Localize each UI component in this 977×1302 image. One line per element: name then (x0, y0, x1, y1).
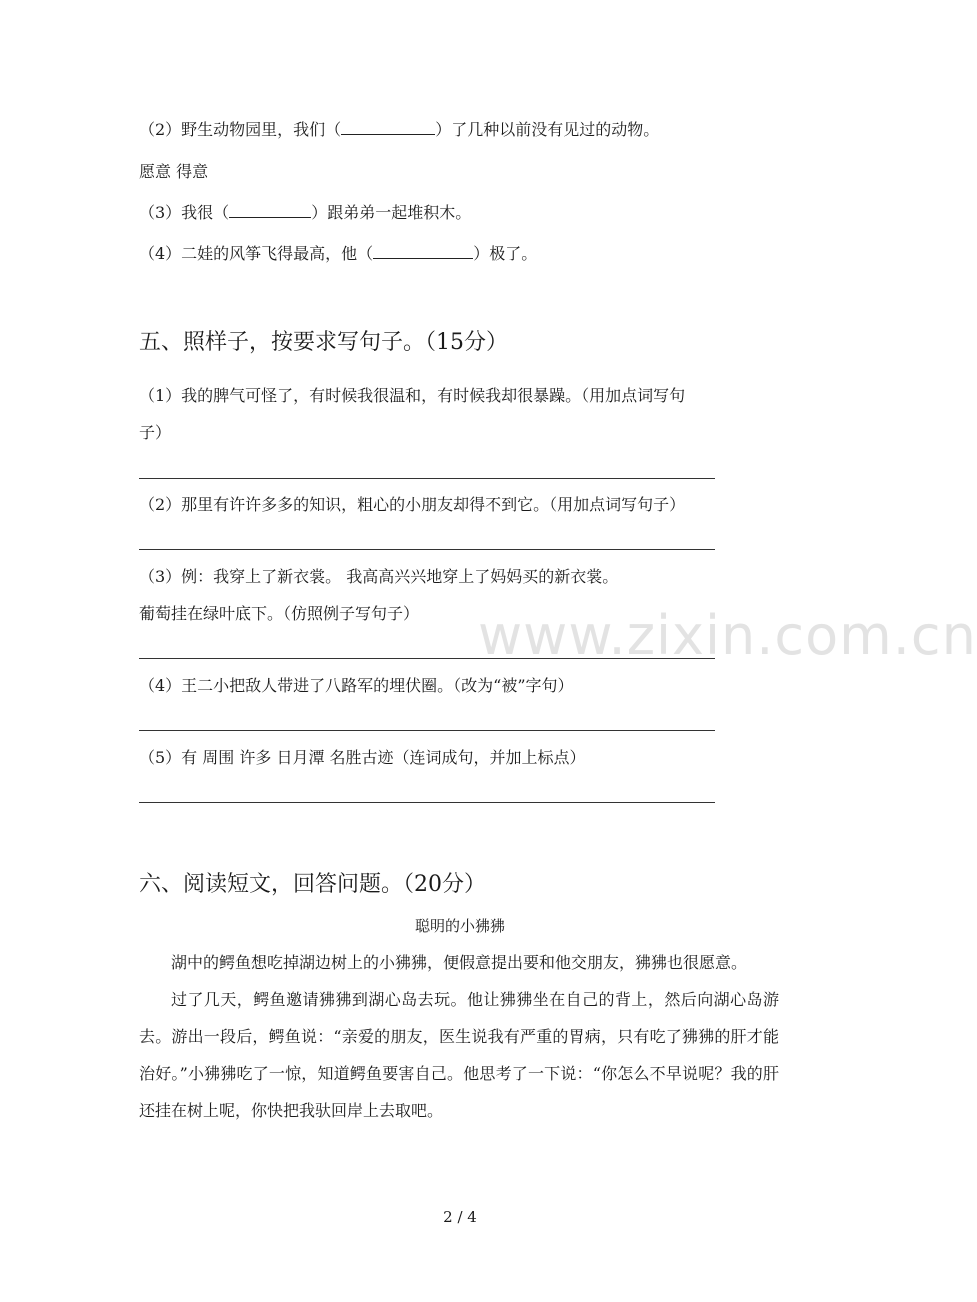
passage-title: 聪明的小狒狒 (414, 917, 505, 935)
answer-blank[interactable] (229, 203, 311, 218)
q2-prefix: （2）野生动物园里，我们（ (139, 120, 342, 139)
question-5-4: （4）王二小把敌人带进了八路军的埋伏圈。（改为“被”字句） (139, 676, 574, 695)
question-4-2 (139, 120, 659, 140)
question-5-1-line2: 子） (139, 423, 172, 442)
answer-line[interactable] (139, 802, 715, 803)
q3-prefix: （3）我很（ (139, 203, 230, 222)
question-5-5: （5）有 周围 许多 日月潭 名胜古迹（连词成句，并加上标点） (139, 748, 586, 767)
answer-line[interactable] (139, 730, 715, 731)
answer-line[interactable] (139, 478, 715, 479)
watermark-text: www.zixin.com.cn (478, 604, 977, 667)
answer-line[interactable] (139, 549, 715, 550)
passage-paragraph: 过了几天，鳄鱼邀请狒狒到湖心岛去玩。他让狒狒坐在自己的背上，然后向湖心岛游去。游出一段后，鳄鱼说：“亲爱的朋友，医生说我有严重的胃病，只有吃了狒狒的肝才能治好。”小狒狒吃了一惊，知道鳄鱼要害自己。他思考了一下说：“你怎么不早说呢？我的肝还挂在树上呢，你快把我驮回岸上去取吧。 (139, 990, 779, 1120)
question-5-1-line1: （1）我的脾气可怪了，有时候我很温和，有时候我却很暴躁。（用加点词写句 (139, 386, 686, 405)
q2-suffix: ）了几种以前没有见过的动物。 (435, 120, 660, 139)
question-4-3 (139, 203, 471, 223)
reading-passage (139, 944, 779, 1129)
section-5-heading: 五、照样子，按要求写句子。（15分） (139, 330, 508, 355)
answer-blank[interactable] (373, 244, 473, 259)
answer-blank[interactable] (341, 120, 435, 135)
word-choices: 愿意 得意 (139, 162, 209, 181)
q3-suffix: ）跟弟弟一起堆积木。 (311, 203, 472, 222)
passage-paragraph: 湖中的鳄鱼想吃掉湖边树上的小狒狒，便假意提出要和他交朋友，狒狒也很愿意。 (171, 953, 748, 972)
page-number: 2 / 4 (443, 1208, 477, 1226)
question-4-4 (139, 244, 537, 264)
question-5-2: （2）那里有许许多多的知识，粗心的小朋友却得不到它。（用加点词写句子） (139, 495, 686, 514)
q4-suffix: ）极了。 (473, 244, 538, 263)
question-5-3-line2: 葡萄挂在绿叶底下。（仿照例子写句子） (139, 604, 420, 623)
section-6-heading: 六、阅读短文，回答问题。（20分） (139, 872, 486, 897)
q4-prefix: （4）二娃的风筝飞得最高，他（ (139, 244, 374, 263)
question-5-3-line1: （3）例：我穿上了新衣裳。 我高高兴兴地穿上了妈妈买的新衣裳。 (139, 567, 619, 586)
